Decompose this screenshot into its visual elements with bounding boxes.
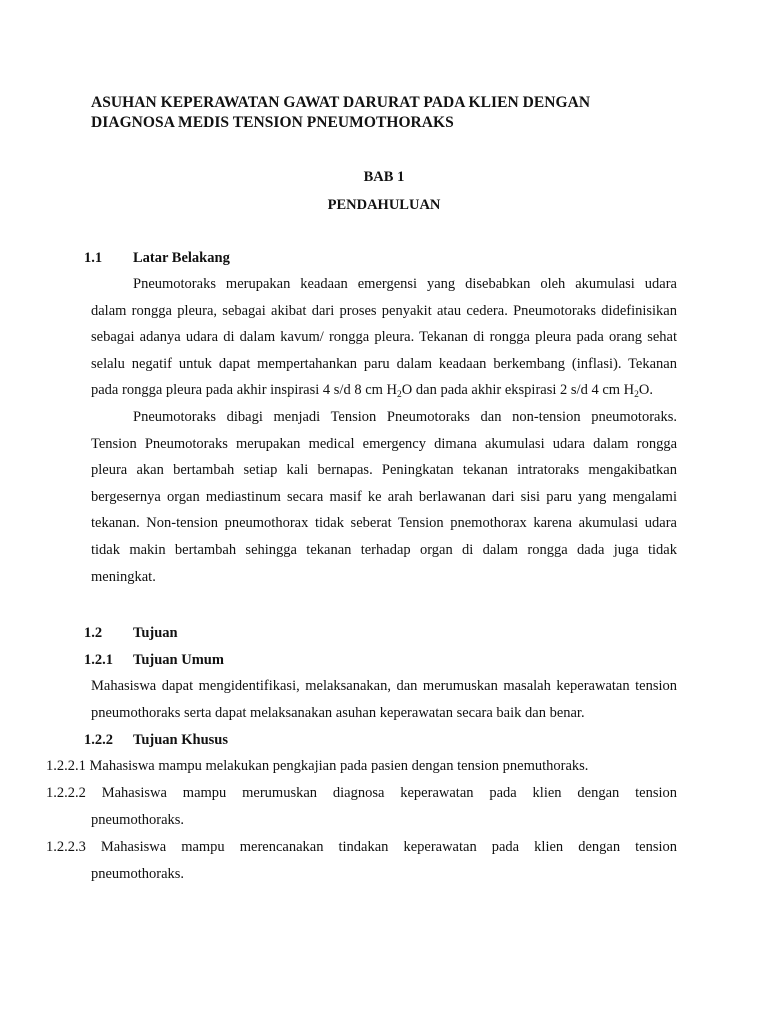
paragraph-line: pleura akan bertambah setiap kali bernapas. Peningkatan tekanan intratoraks mengakibatkan — [91, 462, 677, 479]
chapter-number: BAB 1 — [363, 169, 405, 185]
subsection-title: Tujuan Umum — [133, 652, 224, 668]
list-item — [46, 753, 677, 780]
title-line: ASUHAN KEPERAWATAN GAWAT DARURAT PADA KLIEN DENGAN — [91, 94, 591, 111]
section-number: 1.2 — [84, 625, 103, 641]
paragraph-line: bergesernya organ mediastinum secara masif ke arah berlawanan dari sisi paru yang mengalami — [91, 488, 677, 505]
list-item-line: pneumothoraks. — [91, 811, 185, 828]
subsection-number: 1.2.1 — [84, 652, 113, 668]
section-title: Tujuan — [133, 625, 178, 641]
subsection-heading — [84, 652, 224, 669]
list-item — [46, 780, 677, 833]
list-item — [46, 834, 677, 887]
paragraph-line: Pneumotoraks dibagi menjadi Tension Pneumotoraks dan non-tension pneumotoraks. — [133, 409, 677, 425]
paragraph-line: tidak makin bertambah sehingga tekanan terhadap organ di dalam rongga dada juga tidak — [91, 541, 677, 558]
subscript: 2 — [397, 390, 402, 401]
list-item-line: 1.2.2.2 Mahasiswa mampu merumuskan diagnosa keperawatan pada klien dengan tension — [46, 785, 677, 801]
subscript: 2 — [634, 390, 639, 401]
section-heading — [84, 625, 178, 642]
paragraph-line: sebagai adanya udara di dalam kavum/ rongga pleura. Tekanan di rongga pleura pada orang sehat — [91, 329, 677, 346]
section-title: Latar Belakang — [133, 250, 230, 266]
title-line: DIAGNOSA MEDIS TENSION PNEUMOTHORAKS — [91, 114, 454, 131]
subsection-heading — [84, 732, 228, 749]
paragraph-line: tekanan. Non-tension pneumothorax tidak seberat Tension pnemothorax karena akumulasi udara — [91, 515, 677, 532]
subsection-title: Tujuan Khusus — [133, 732, 228, 748]
paragraph-line: selalu negatif untuk dapat mempertahankan paru dalam keadaan berkembang (inflasi). Tekanan — [91, 355, 677, 372]
text-run: O dan pada akhir ekspirasi 2 s/d 4 cm H — [401, 382, 635, 399]
paragraph-latar-belakang-1 — [91, 271, 677, 404]
paragraph-line: Tension Pneumotoraks merupakan medical emergency dimana akumulasi udara dalam rongga — [91, 435, 677, 452]
paragraph-tujuan-umum — [91, 673, 677, 726]
section-number: 1.1 — [84, 250, 103, 266]
paragraph-line: Mahasiswa dapat mengidentifikasi, melaksanakan, dan merumuskan masalah keperawatan tension — [91, 678, 677, 694]
chapter-title: PENDAHULUAN — [327, 197, 441, 213]
paragraph-latar-belakang-2 — [91, 404, 677, 590]
paragraph-line: pneumothoraks serta dapat melaksanakan asuhan keperawatan secara baik dan benar. — [91, 704, 585, 721]
list-item-line: pneumothoraks. — [91, 865, 185, 882]
paragraph-line: dalam rongga pleura, sebagai akibat dari proses penyakit atau cedera. Pneumotoraks didefinisikan — [91, 302, 677, 319]
subsection-number: 1.2.2 — [84, 732, 113, 748]
text-run: pada rongga pleura pada akhir inspirasi 4 s/d 8 cm H — [91, 382, 398, 399]
paragraph-line — [91, 377, 677, 404]
list-item-line: 1.2.2.1 Mahasiswa mampu melakukan pengkajian pada pasien dengan tension pnemuthoraks. — [46, 758, 589, 774]
document-title — [91, 93, 691, 133]
section-heading — [84, 250, 230, 267]
paragraph-line: meningkat. — [91, 568, 156, 585]
paragraph-line: Pneumotoraks merupakan keadaan emergensi yang disebabkan oleh akumulasi udara — [133, 276, 677, 292]
list-item-line: 1.2.2.3 Mahasiswa mampu merencanakan tindakan keperawatan pada klien dengan tension — [46, 839, 677, 855]
text-run: O. — [638, 382, 653, 399]
